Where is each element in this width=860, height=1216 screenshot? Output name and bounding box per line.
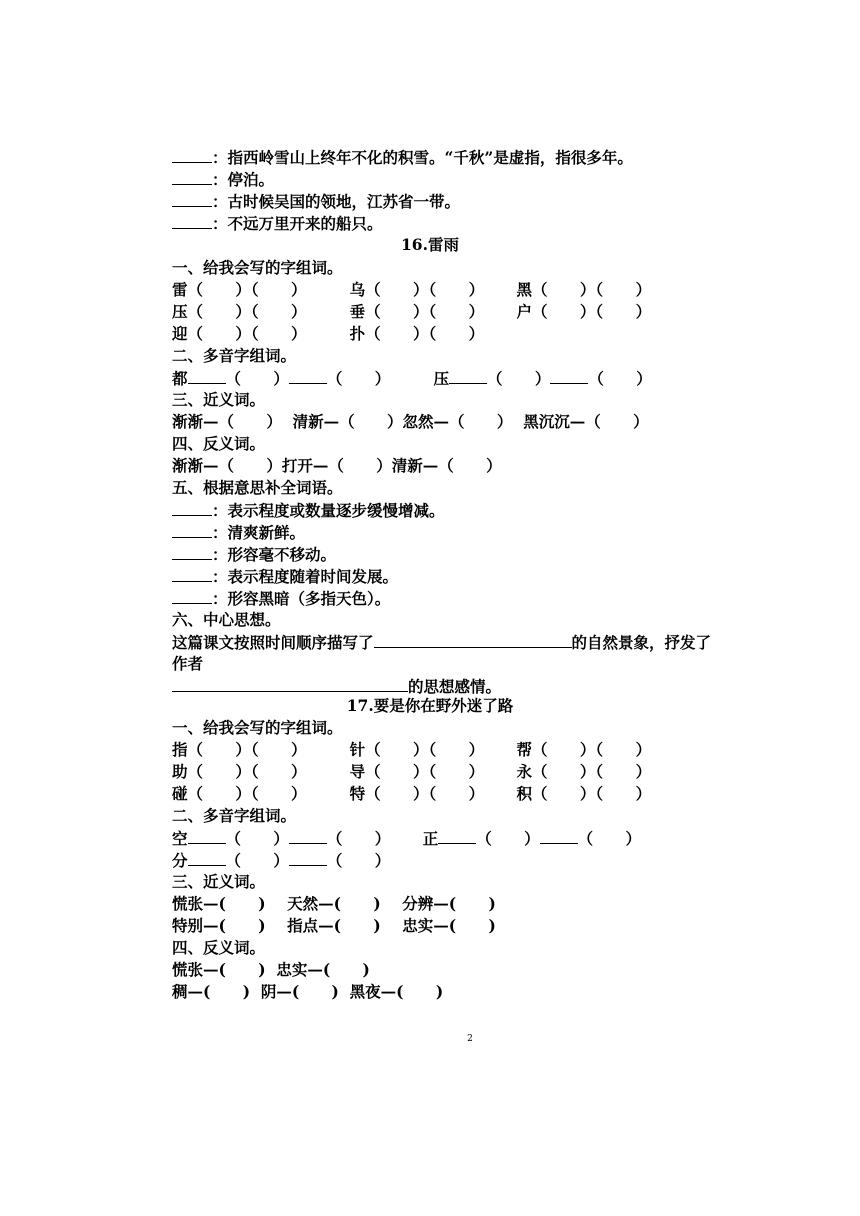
section-heading: 二、多音字组词。 xyxy=(172,806,297,825)
center-idea-line: 的思想感情。 xyxy=(172,676,501,698)
answer-blank[interactable] xyxy=(172,544,212,560)
pinyin-blank[interactable] xyxy=(188,368,226,384)
polyphone-row xyxy=(172,368,652,390)
word-paren[interactable]: （ ） xyxy=(577,829,641,848)
pinyin-blank[interactable] xyxy=(550,368,588,384)
answer-blank[interactable] xyxy=(172,588,212,604)
section-heading: 四、反义词。 xyxy=(172,434,266,453)
word-paren[interactable]: （ ） xyxy=(588,369,652,388)
meaning-text: ：清爽新鲜。 xyxy=(212,523,306,542)
meaning-text: ：形容毫不移动。 xyxy=(212,545,337,564)
section-heading: 二、多音字组词。 xyxy=(172,346,297,365)
meaning-line xyxy=(172,213,383,235)
meaning-line xyxy=(172,147,633,169)
meaning-line xyxy=(172,191,460,213)
antonym-row[interactable]: 渐渐—（ ）打开—（ ）清新—（ ） xyxy=(172,456,502,475)
answer-blank[interactable] xyxy=(172,191,212,207)
meaning-text: ：指西岭雪山上终年不化的积雪。“千秋”是虚指，指很多年。 xyxy=(212,148,633,167)
word-paren[interactable]: （ ） xyxy=(225,851,289,870)
word-paren[interactable]: （ ） xyxy=(326,829,391,848)
antonym-row[interactable]: 稠—( ) 阴—( ) 黑夜—( ) xyxy=(172,982,444,1001)
section-heading: 一、给我会写的字组词。 xyxy=(172,718,343,737)
char-row[interactable]: 雷（ ）（ ） 乌（ ）（ ） 黑（ ）（ ） xyxy=(172,280,652,299)
pinyin-blank[interactable] xyxy=(540,828,578,844)
polyphone-char: 压 xyxy=(433,369,449,388)
word-paren[interactable]: （ ） xyxy=(326,851,391,870)
polyphone-row xyxy=(172,828,641,850)
meaning-text: ：表示程度或数量逐步缓慢增减。 xyxy=(212,501,445,520)
pinyin-blank[interactable] xyxy=(289,828,327,844)
section-heading: 五、根据意思补全词语。 xyxy=(172,478,343,497)
section-heading: 四、反义词。 xyxy=(172,938,266,957)
section-heading: 一、给我会写的字组词。 xyxy=(172,258,343,277)
char-row[interactable]: 助（ ）（ ） 导（ ）（ ） 永（ ）（ ） xyxy=(172,762,652,781)
polyphone-char: 空 xyxy=(172,829,188,848)
word-paren[interactable]: （ ） xyxy=(225,369,289,388)
meaning-text: ：古时候吴国的领地，江苏省一带。 xyxy=(212,192,461,211)
answer-blank[interactable] xyxy=(172,147,212,163)
polyphone-char: 正 xyxy=(422,829,439,848)
section-heading: 六、中心思想。 xyxy=(172,610,281,629)
char-row[interactable]: 迎（ ）（ ） 扑（ ）（ ） xyxy=(172,324,485,343)
meaning-line xyxy=(172,544,336,566)
meaning-line xyxy=(172,522,305,544)
meaning-line xyxy=(172,500,445,522)
meaning-text: ：不远万里开来的船只。 xyxy=(212,214,383,233)
antonym-row[interactable]: 慌张—( ) 忠实—( ) xyxy=(172,960,370,979)
center-idea-blank[interactable] xyxy=(374,632,572,648)
pinyin-blank[interactable] xyxy=(188,828,226,844)
center-idea-blank[interactable] xyxy=(172,676,408,692)
polyphone-row xyxy=(172,850,390,872)
answer-blank[interactable] xyxy=(172,213,212,229)
word-paren[interactable]: （ ） xyxy=(225,829,289,848)
meaning-text: ：表示程度随着时间发展。 xyxy=(212,567,399,586)
lesson-title: 17.要是你在野外迷了路 xyxy=(346,696,514,715)
pinyin-blank[interactable] xyxy=(289,368,327,384)
pinyin-blank[interactable] xyxy=(188,850,226,866)
word-paren[interactable]: （ ） xyxy=(486,369,551,388)
meaning-line xyxy=(172,588,390,610)
meaning-line xyxy=(172,566,398,588)
char-row[interactable]: 碰（ ）（ ） 特（ ）（ ） 积（ ）（ ） xyxy=(172,784,652,803)
center-idea-line: 作者 xyxy=(172,654,204,673)
section-heading: 三、近义词。 xyxy=(172,872,266,891)
answer-blank[interactable] xyxy=(172,522,212,538)
pinyin-blank[interactable] xyxy=(289,850,327,866)
lesson-title: 16.雷雨 xyxy=(401,235,459,254)
pinyin-blank[interactable] xyxy=(449,368,487,384)
meaning-text: ：停泊。 xyxy=(212,170,275,189)
synonym-row[interactable]: 渐渐—（ ） 清新—（ ）忽然—（ ） 黑沉沉—（ ） xyxy=(172,412,649,431)
answer-blank[interactable] xyxy=(172,169,212,185)
answer-blank[interactable] xyxy=(172,566,212,582)
polyphone-char: 分 xyxy=(172,851,188,870)
word-paren[interactable]: （ ） xyxy=(326,369,391,388)
page-number: 2 xyxy=(467,1034,473,1044)
char-row[interactable]: 压（ ）（ ） 垂（ ）（ ） 户（ ）（ ） xyxy=(172,302,652,321)
pinyin-blank[interactable] xyxy=(438,828,476,844)
word-paren[interactable]: （ ） xyxy=(476,829,540,848)
center-idea-line: 这篇课文按照时间顺序描写了 的自然景象，抒发了 xyxy=(172,633,712,652)
meaning-line xyxy=(172,169,274,191)
synonym-row[interactable]: 慌张—( ) 天然—( ) 分辨—( ) xyxy=(172,894,496,913)
char-row[interactable]: 指（ ）（ ） 针（ ）（ ） 帮（ ）（ ） xyxy=(172,740,652,759)
section-heading: 三、近义词。 xyxy=(172,390,266,409)
meaning-text: ：形容黑暗（多指天色）。 xyxy=(212,589,391,608)
polyphone-char: 都 xyxy=(172,369,188,388)
answer-blank[interactable] xyxy=(172,500,212,516)
synonym-row[interactable]: 特别—( ) 指点—( ) 忠实—( ) xyxy=(172,916,496,935)
